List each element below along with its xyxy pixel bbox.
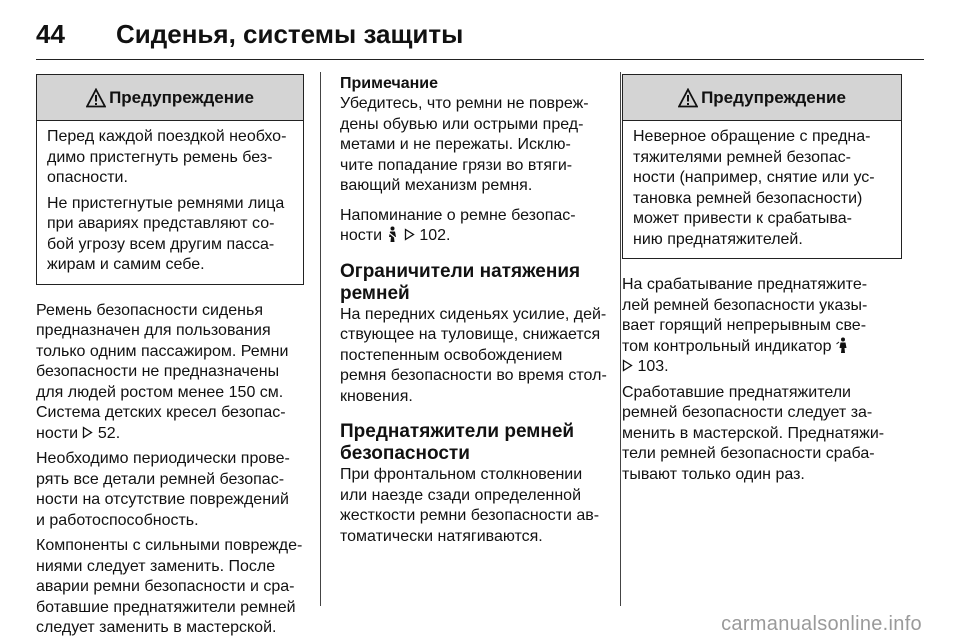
column-3	[622, 74, 902, 490]
body-paragraph	[36, 301, 304, 445]
warning-box	[622, 74, 902, 259]
note-heading: Примечание	[340, 75, 439, 92]
warning-triangle-icon	[678, 88, 698, 108]
body-text	[36, 301, 304, 639]
page-reference[interactable]: 102.	[419, 227, 451, 244]
paragraph-text: Ремень безопасности сиденья предназначен для пользования только одним пассажиром. Ремни безопасности не предназначены для людей ростом менее 150 см. Система детских кресел безопас- ности	[36, 301, 289, 442]
body-paragraph	[622, 275, 902, 378]
warning-body	[623, 121, 901, 258]
warning-header	[623, 75, 901, 121]
note-block	[340, 74, 608, 197]
section-heading: Ограничители натяжения ремней	[340, 260, 581, 304]
column-separator	[620, 72, 621, 606]
page-header	[36, 14, 463, 54]
page-reference[interactable]: 103.	[637, 358, 669, 375]
column-1	[36, 74, 304, 642]
watermark: carmanualsonline.info	[721, 613, 922, 635]
column-separator	[320, 72, 321, 606]
seatbelt-pretensioner-indicator-icon	[836, 337, 849, 354]
paragraph-text: На срабатывание преднатяжите- лей ремней безопасности указы- вает горящий непрерывным све- том контрольный индикатор	[622, 276, 868, 355]
section-text: При фронтальном столкновении или наезде сзади определенной жесткости ремни безопасности ав- томатически натягиваются.	[340, 466, 600, 545]
warning-paragraph: Неверное обращение с предна- тяжителями ремней безопас- ности (например, снятие или ус- тановка ремней безопасности) может привести к срабатыва- нию преднатяжителей.	[633, 128, 875, 248]
page-reference-arrow-icon	[404, 228, 415, 241]
warning-body	[37, 121, 303, 284]
section-heading: Преднатяжители ремней безопасности	[340, 421, 575, 464]
column-2	[340, 74, 608, 547]
warning-triangle-icon	[86, 88, 106, 108]
warning-heading: Предупреждение	[701, 87, 846, 107]
body-paragraph: Необходимо периодически прове- рять все детали ремней безопас- ности на отсутствие повреждений и работоспособность.	[36, 450, 290, 529]
page-number: 44	[36, 18, 65, 49]
page-reference[interactable]: 52.	[97, 424, 121, 442]
section-text: На передних сиденьях усилие, дей- ствующее на туловище, снижается постепенным освобождением ремня безопасности во время стол- кновения.	[340, 305, 607, 405]
seatbelt-reminder-icon	[386, 226, 399, 243]
page-reference-arrow-icon	[622, 359, 633, 372]
page-title: Сиденья, системы защиты	[116, 18, 464, 49]
reminder-paragraph	[340, 206, 608, 247]
body-paragraph: Сработавшие преднатяжители ремней безопасности следует за- менить в мастерской. Преднатяжи- тели ремней безопасности сраба- тывают только один раз.	[622, 383, 885, 483]
warning-paragraph: Не пристегнутые ремнями лица при авариях представляют со- бой угрозу всем другим пасса- жирам и самим себе.	[47, 194, 285, 273]
page-reference-arrow-icon	[82, 426, 93, 439]
header-rule	[36, 59, 924, 60]
body-paragraph: Компоненты с сильными поврежде- ниями следует заменить. После аварии ремни безопасности и сра- ботавшие преднатяжители ремней следует заменить в мастерской.	[36, 537, 303, 636]
note-text: Убедитесь, что ремни не повреж- дены обувью или острыми пред- метами и не пережаты. Исклю- чите попадание грязи во втяги- вающий механизм ремня.	[340, 95, 589, 194]
warning-header	[37, 75, 303, 121]
reminder-text: Напоминание о ремне безопас- ности	[340, 206, 576, 244]
warning-box	[36, 74, 304, 285]
warning-heading: Предупреждение	[109, 87, 254, 107]
warning-paragraph: Перед каждой поездкой необхо- димо пристегнуть ремень без- опасности.	[47, 128, 287, 186]
body-text	[622, 275, 902, 485]
